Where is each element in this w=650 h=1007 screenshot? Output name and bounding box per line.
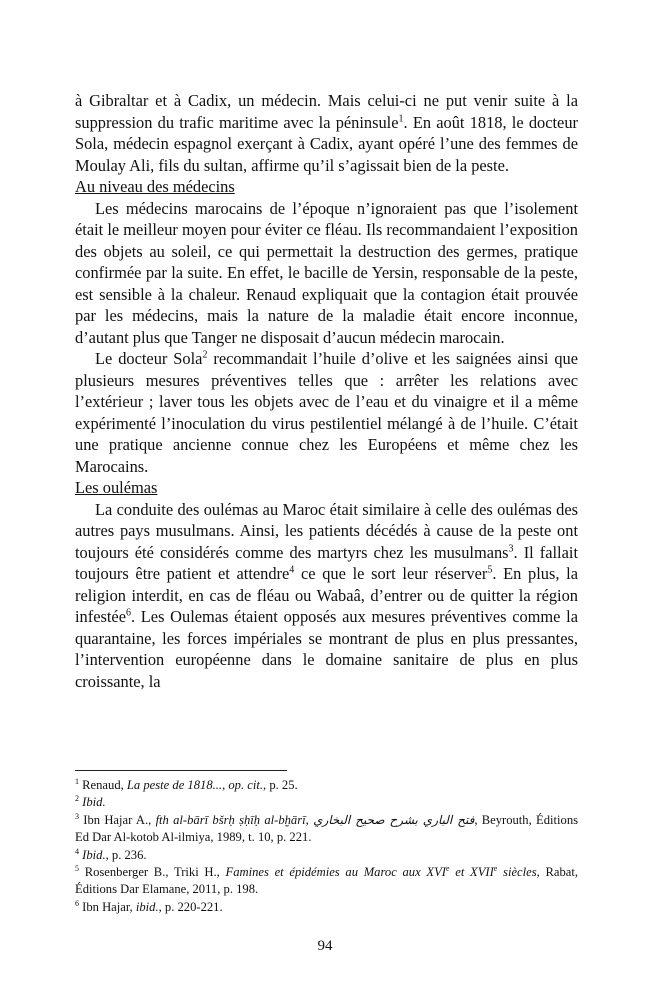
paragraph <box>75 348 578 477</box>
italic-text: et XVII <box>449 865 494 880</box>
footnotes <box>75 777 578 916</box>
note-ref: 4 <box>75 846 79 856</box>
section-heading <box>75 477 578 499</box>
note-ref: 1 <box>398 113 404 125</box>
text-run: Les oulémas <box>75 478 158 497</box>
footnote <box>75 812 578 847</box>
footnote <box>75 847 578 864</box>
text-run: . En août 1818, le docteur Sola, médecin espagnol exerçant à Cadix, ayant opéré l’une des femmes de Moulay Ali, fils du sultan, affirme qu’il s’agissait bien de la peste. <box>75 112 578 175</box>
text-run: Le docteur Sola <box>95 349 203 368</box>
footnote <box>75 794 578 811</box>
text-run: Renaud, <box>79 778 127 792</box>
italic-text: fth al-bārī bšrḥ ṣḥīḥ al-bḫārī <box>155 812 306 827</box>
text-run: , p. 220-221. <box>158 899 223 914</box>
note-ref: 5 <box>75 863 79 873</box>
note-ref: 6 <box>75 898 79 908</box>
section-heading <box>75 176 578 198</box>
note-ref: 3 <box>508 543 514 555</box>
note-ref: 3 <box>75 811 79 821</box>
text-run: . Les Oulemas étaient opposés aux mesures préventives comme la quarantaine, les forces impériales se montrant de plus en plus pressantes, l’intervention européenne dans le domaine sanitaire de plus en plus croissante, la <box>75 607 578 691</box>
text-run: Au niveau des médecins <box>75 177 235 196</box>
text-run: , Rabat, Éditions Dar Elamane, 2011, p. 198. <box>75 865 578 897</box>
footnote <box>75 864 578 899</box>
footnote-separator <box>75 770 287 771</box>
text-run: à Gibraltar et à Cadix, un médecin. Mais celui-ci ne put venir suite à la suppression du trafic maritime avec la péninsule <box>75 91 578 132</box>
paragraph <box>75 198 578 349</box>
text-run: , p. 25. <box>263 778 298 792</box>
text-run: recommandait l’huile d’olive et les saignées ainsi que plusieurs mesures préventives telles que : arrêter les relations avec l’extérieur ; laver tous les objets avec de l’eau et du vinaigre et il a même expérimenté l’inoculation du virus pestilentiel mélangé à de l’huile. C’était une pratique ancienne connue chez les Européens et même chez les Marocains. <box>75 349 578 476</box>
text-run: , Beyrouth, Éditions Ed Dar Al-kotob Al-ilmiya, 1989, t. 10, p. 221. <box>75 812 579 845</box>
page-number: 94 <box>317 938 333 954</box>
body-text <box>75 90 578 692</box>
paragraph <box>75 499 578 693</box>
text-run: La conduite des oulémas au Maroc était similaire à celle des oulémas des autres pays musulmans. Ainsi, les patients décédés à cause de la peste ont toujours été considérés comme des martyrs chez les musulmans <box>75 499 578 562</box>
italic-text: La peste de 1818... <box>126 778 223 792</box>
text-run: Les médecins marocains de l’époque n’ignoraient pas que l’isolement était le meilleur moyen pour éviter ce fléau. Ils recommandaient l’exposition des objets au soleil, ce qui permettait la destruction des germes, pratique confirmée par la suite. En effet, le bacille de Yersin, responsable de la peste, est sensible à la chaleur. Renaud expliquait que la contagion était prouvée par les médecins, mais la nature de la maladie était encore inconnue, d’autant plus que Tanger ne disposait d’aucun médecin marocain. <box>75 198 578 347</box>
note-ref: 2 <box>202 349 208 361</box>
text-run: , <box>222 778 229 792</box>
text-run: Ibn Hajar A., <box>79 812 156 827</box>
note-ref: e <box>445 863 450 873</box>
note-ref: 1 <box>75 776 79 786</box>
note-ref: 5 <box>487 564 493 576</box>
text-run: Ibn Hajar, <box>79 899 136 914</box>
note-ref: 2 <box>75 794 79 804</box>
footnote <box>75 777 578 794</box>
footnote <box>75 899 578 916</box>
italic-text: Ibid. <box>82 795 106 810</box>
note-ref: 4 <box>289 564 295 576</box>
text-run: , p. 236. <box>105 847 147 862</box>
arabic-title: فتح الباري بشرح صحيح البخاري <box>313 812 475 827</box>
italic-text: Famines et épidémies au Maroc aux XVI <box>225 865 446 880</box>
note-ref: e <box>493 863 498 873</box>
italic-text: op. cit. <box>228 778 264 792</box>
paragraph <box>75 90 578 176</box>
italic-text: siècles <box>497 865 537 880</box>
italic-text: Ibid. <box>82 847 106 862</box>
text-run: . Il fallait toujours être patient et attendre <box>75 542 578 583</box>
italic-text: ibid. <box>135 899 159 914</box>
text-run: ce que le sort leur réserver <box>294 564 488 583</box>
note-ref: 6 <box>125 607 131 619</box>
text-run: Rosenberger B., Triki H., <box>79 865 226 880</box>
text-run: , <box>305 812 314 827</box>
text-run: . En plus, la religion interdit, en cas de fléau ou Wabaâ, d’entrer ou de quitter la région infestée <box>75 564 578 626</box>
